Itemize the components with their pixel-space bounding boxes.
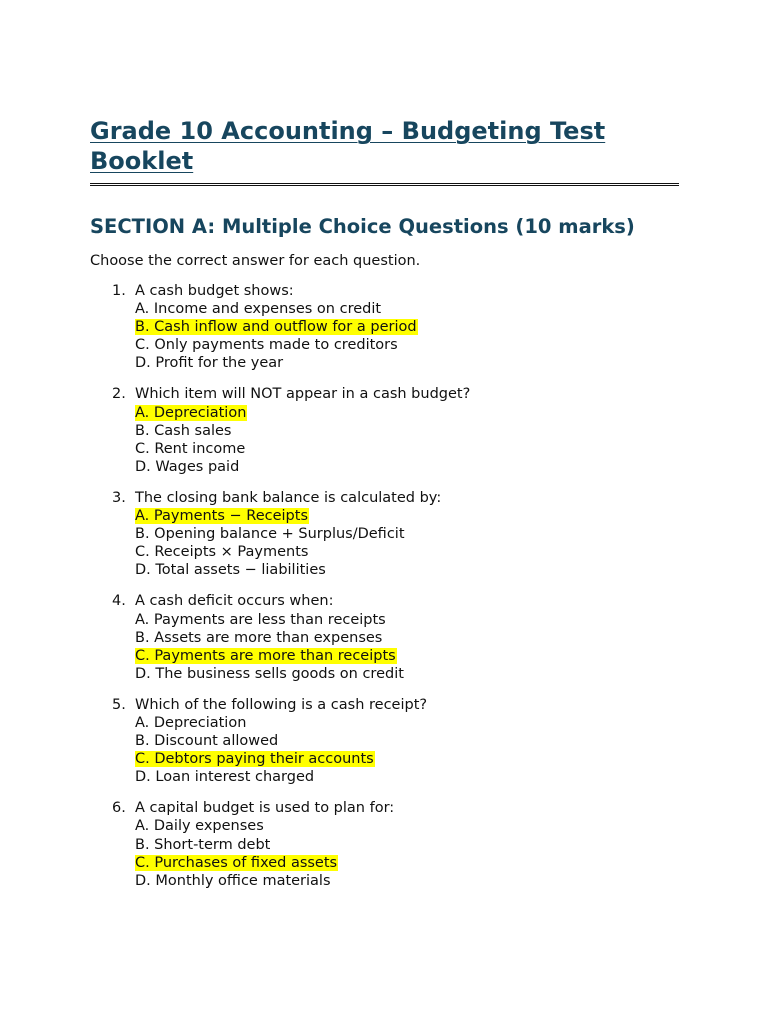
question-number: 5.	[112, 696, 126, 713]
question-5	[90, 696, 679, 786]
option-c	[135, 750, 679, 768]
question-4	[90, 592, 679, 682]
option-label: B. Cash sales	[135, 422, 232, 439]
question-3	[90, 489, 679, 579]
option-c	[135, 440, 679, 458]
option-b	[135, 836, 679, 854]
option-label: D. Profit for the year	[135, 355, 284, 372]
option-list	[135, 300, 679, 372]
option-label: C. Payments are more than receipts	[135, 647, 396, 664]
option-a	[135, 611, 679, 629]
section-a-heading: SECTION A: Multiple Choice Questions (10 marks)	[90, 215, 635, 238]
option-label: A. Income and expenses on credit	[135, 301, 382, 318]
option-label: C. Rent income	[135, 440, 246, 457]
question-text: The closing bank balance is calculated by:	[135, 489, 442, 506]
question-text: Which item will NOT appear in a cash budget?	[135, 386, 471, 403]
question-number: 4.	[112, 593, 126, 610]
option-a	[135, 817, 679, 835]
option-label: D. Loan interest charged	[135, 769, 315, 786]
option-b	[135, 525, 679, 543]
option-b	[135, 318, 679, 336]
option-d	[135, 561, 679, 579]
option-a	[135, 714, 679, 732]
option-b	[135, 732, 679, 750]
option-d	[135, 872, 679, 890]
option-d	[135, 768, 679, 786]
option-label: A. Payments are less than receipts	[135, 611, 386, 628]
document-page	[90, 116, 679, 903]
option-b	[135, 629, 679, 647]
question-2	[90, 385, 679, 475]
question-text: Which of the following is a cash receipt?	[135, 696, 428, 713]
option-a	[135, 404, 679, 422]
option-label: D. Wages paid	[135, 458, 240, 475]
question-text: A cash deficit occurs when:	[135, 593, 334, 610]
option-list	[135, 404, 679, 476]
option-a	[135, 507, 679, 525]
option-c	[135, 543, 679, 561]
option-list	[135, 611, 679, 683]
question-number: 3.	[112, 489, 126, 506]
section-a-instructions: Choose the correct answer for each question.	[90, 253, 421, 269]
option-label: C. Receipts × Payments	[135, 544, 309, 561]
option-label: C. Purchases of fixed assets	[135, 854, 338, 871]
option-d	[135, 665, 679, 683]
option-d	[135, 354, 679, 372]
question-text: A capital budget is used to plan for:	[135, 800, 395, 817]
option-list	[135, 714, 679, 786]
option-label: A. Payments − Receipts	[135, 508, 308, 525]
option-label: B. Assets are more than expenses	[135, 629, 383, 646]
option-label: C. Only payments made to creditors	[135, 337, 398, 354]
question-1	[90, 282, 679, 372]
option-label: B. Short-term debt	[135, 836, 271, 853]
option-label: D. Total assets − liabilities	[135, 562, 326, 579]
question-6	[90, 799, 679, 889]
option-label: A. Depreciation	[135, 714, 247, 731]
option-label: B. Discount allowed	[135, 733, 279, 750]
option-d	[135, 458, 679, 476]
option-c	[135, 854, 679, 872]
option-label: A. Daily expenses	[135, 818, 264, 835]
question-number: 2.	[112, 386, 126, 403]
title-double-rule	[90, 183, 679, 186]
option-c	[135, 336, 679, 354]
question-list	[90, 282, 679, 890]
option-list	[135, 817, 679, 889]
option-a	[135, 300, 679, 318]
option-c	[135, 647, 679, 665]
option-label: B. Cash inflow and outflow for a period	[135, 319, 417, 336]
question-number: 6.	[112, 800, 126, 817]
option-list	[135, 507, 679, 579]
document-title: Grade 10 Accounting – Budgeting Test Booklet	[90, 117, 606, 175]
option-label: D. Monthly office materials	[135, 872, 331, 889]
option-label: B. Opening balance + Surplus/Deficit	[135, 526, 405, 543]
question-number: 1.	[112, 283, 126, 299]
option-label: D. The business sells goods on credit	[135, 665, 404, 682]
option-b	[135, 422, 679, 440]
question-text: A cash budget shows:	[135, 283, 294, 299]
option-label: C. Debtors paying their accounts	[135, 751, 374, 768]
option-label: A. Depreciation	[135, 404, 247, 421]
